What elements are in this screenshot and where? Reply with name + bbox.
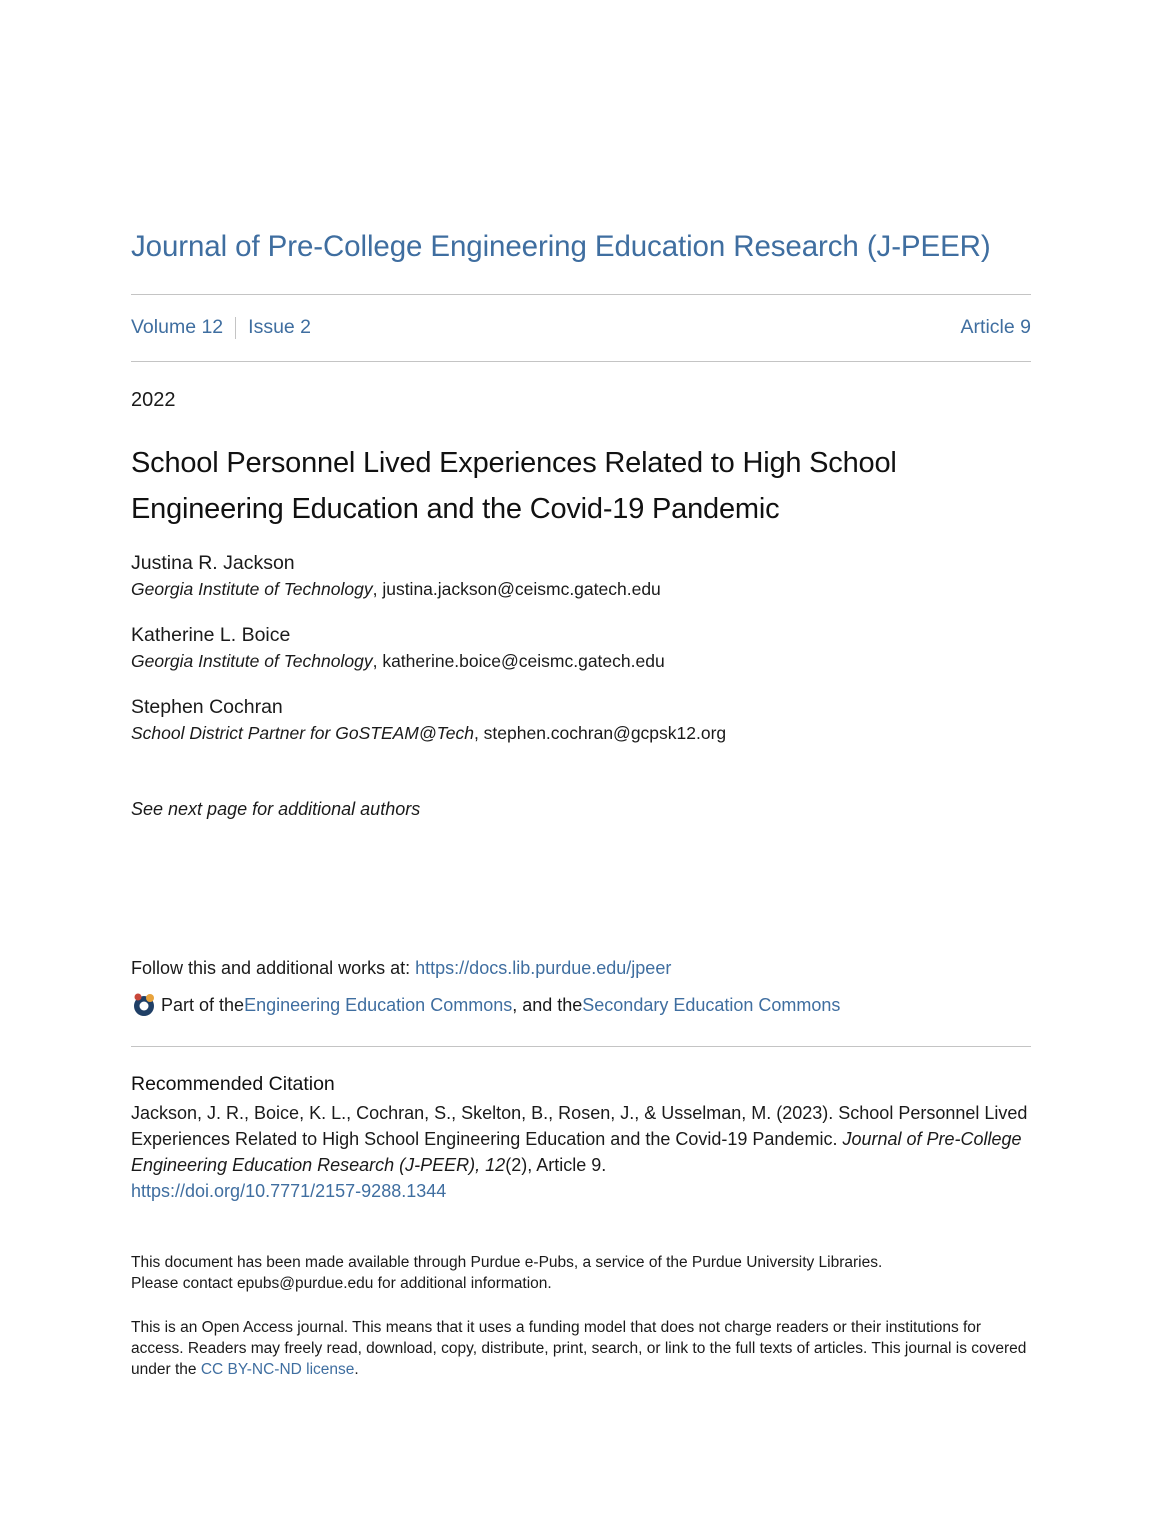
notice-line: This document has been made available through Purdue e-Pubs, a service of the Purdue University Libraries. [131,1254,883,1271]
affiliation-name: Georgia Institute of Technology [131,579,373,599]
author-entry [131,550,661,602]
author-entry [131,622,665,674]
citation-journal: Journal of Pre-College Engineering Education Research (J-PEER), 12 [131,1129,1022,1175]
author-email: , justina.jackson@ceismc.gatech.edu [372,579,661,599]
separator [235,317,236,339]
citation-authors-title: Jackson, J. R., Boice, K. L., Cochran, S., Skelton, B., Rosen, J., & Usselman, M. (2023). School Personnel Lived Experiences Related to High School Engineering Education and the Covid-19 Pandemic. [131,1103,1028,1149]
volume-link[interactable]: Volume 12 [131,316,224,338]
author-name: Stephen Cochran [131,696,283,718]
follow-label: Follow this and additional works at: [131,958,416,978]
paper-title [131,440,1031,532]
author-affiliation [131,720,726,746]
citation-heading: Recommended Citation [131,1073,335,1095]
paper-title-line: School Personnel Lived Experiences Related to High School [131,447,897,479]
repository-link[interactable]: https://docs.lib.purdue.edu/jpeer [415,958,672,978]
divider [131,361,1031,362]
author-email: , stephen.cochran@gcpsk12.org [473,723,727,743]
author-name: Katherine L. Boice [131,624,291,646]
author-name: Justina R. Jackson [131,552,295,574]
follow-line [131,958,671,979]
affiliation-name: School District Partner for GoSTEAM@Tech [131,723,474,743]
author-entry [131,694,726,746]
publication-year: 2022 [131,389,176,411]
citation-issue: (2), Article 9. [505,1155,607,1175]
notice-end: . [354,1361,359,1378]
part-of-line [131,992,840,1018]
engineering-education-commons-link[interactable]: Engineering Education Commons [244,994,513,1015]
author-email: , katherine.boice@ceismc.gatech.edu [372,651,665,671]
license-link[interactable]: CC BY-NC-ND license [200,1361,355,1378]
open-access-notice [131,1317,1031,1380]
open-access-text: This is an Open Access journal. This means that it uses a funding model that does not charge readers or their institutions for access. Readers may freely read, download, copy, distribute, print, search, or link to the full texts of articles. This journal is covered under the [131,1319,1027,1378]
affiliation-name: Georgia Institute of Technology [131,651,373,671]
issue-link[interactable]: Issue 2 [248,316,312,338]
divider [131,1046,1031,1047]
part-of-middle: , and the [512,994,583,1015]
part-of-prefix: Part of the [161,994,245,1015]
issue-navigation [131,316,1031,339]
commons-network-icon [131,992,157,1018]
secondary-education-commons-link[interactable]: Secondary Education Commons [582,994,841,1015]
epubs-notice [131,1252,1031,1294]
author-affiliation [131,648,665,674]
doi-link[interactable]: https://doi.org/10.7771/2157-9288.1344 [131,1181,447,1201]
divider [131,294,1031,295]
notice-line: Please contact epubs@purdue.edu for additional information. [131,1275,552,1292]
paper-title-line: Engineering Education and the Covid-19 Pandemic [131,493,780,525]
citation-text [131,1100,1031,1204]
author-affiliation [131,576,661,602]
journal-title-link[interactable]: Journal of Pre-College Engineering Education Research (J-PEER) [131,230,991,263]
article-link[interactable]: Article 9 [960,316,1031,338]
additional-authors-note: See next page for additional authors [131,799,421,819]
